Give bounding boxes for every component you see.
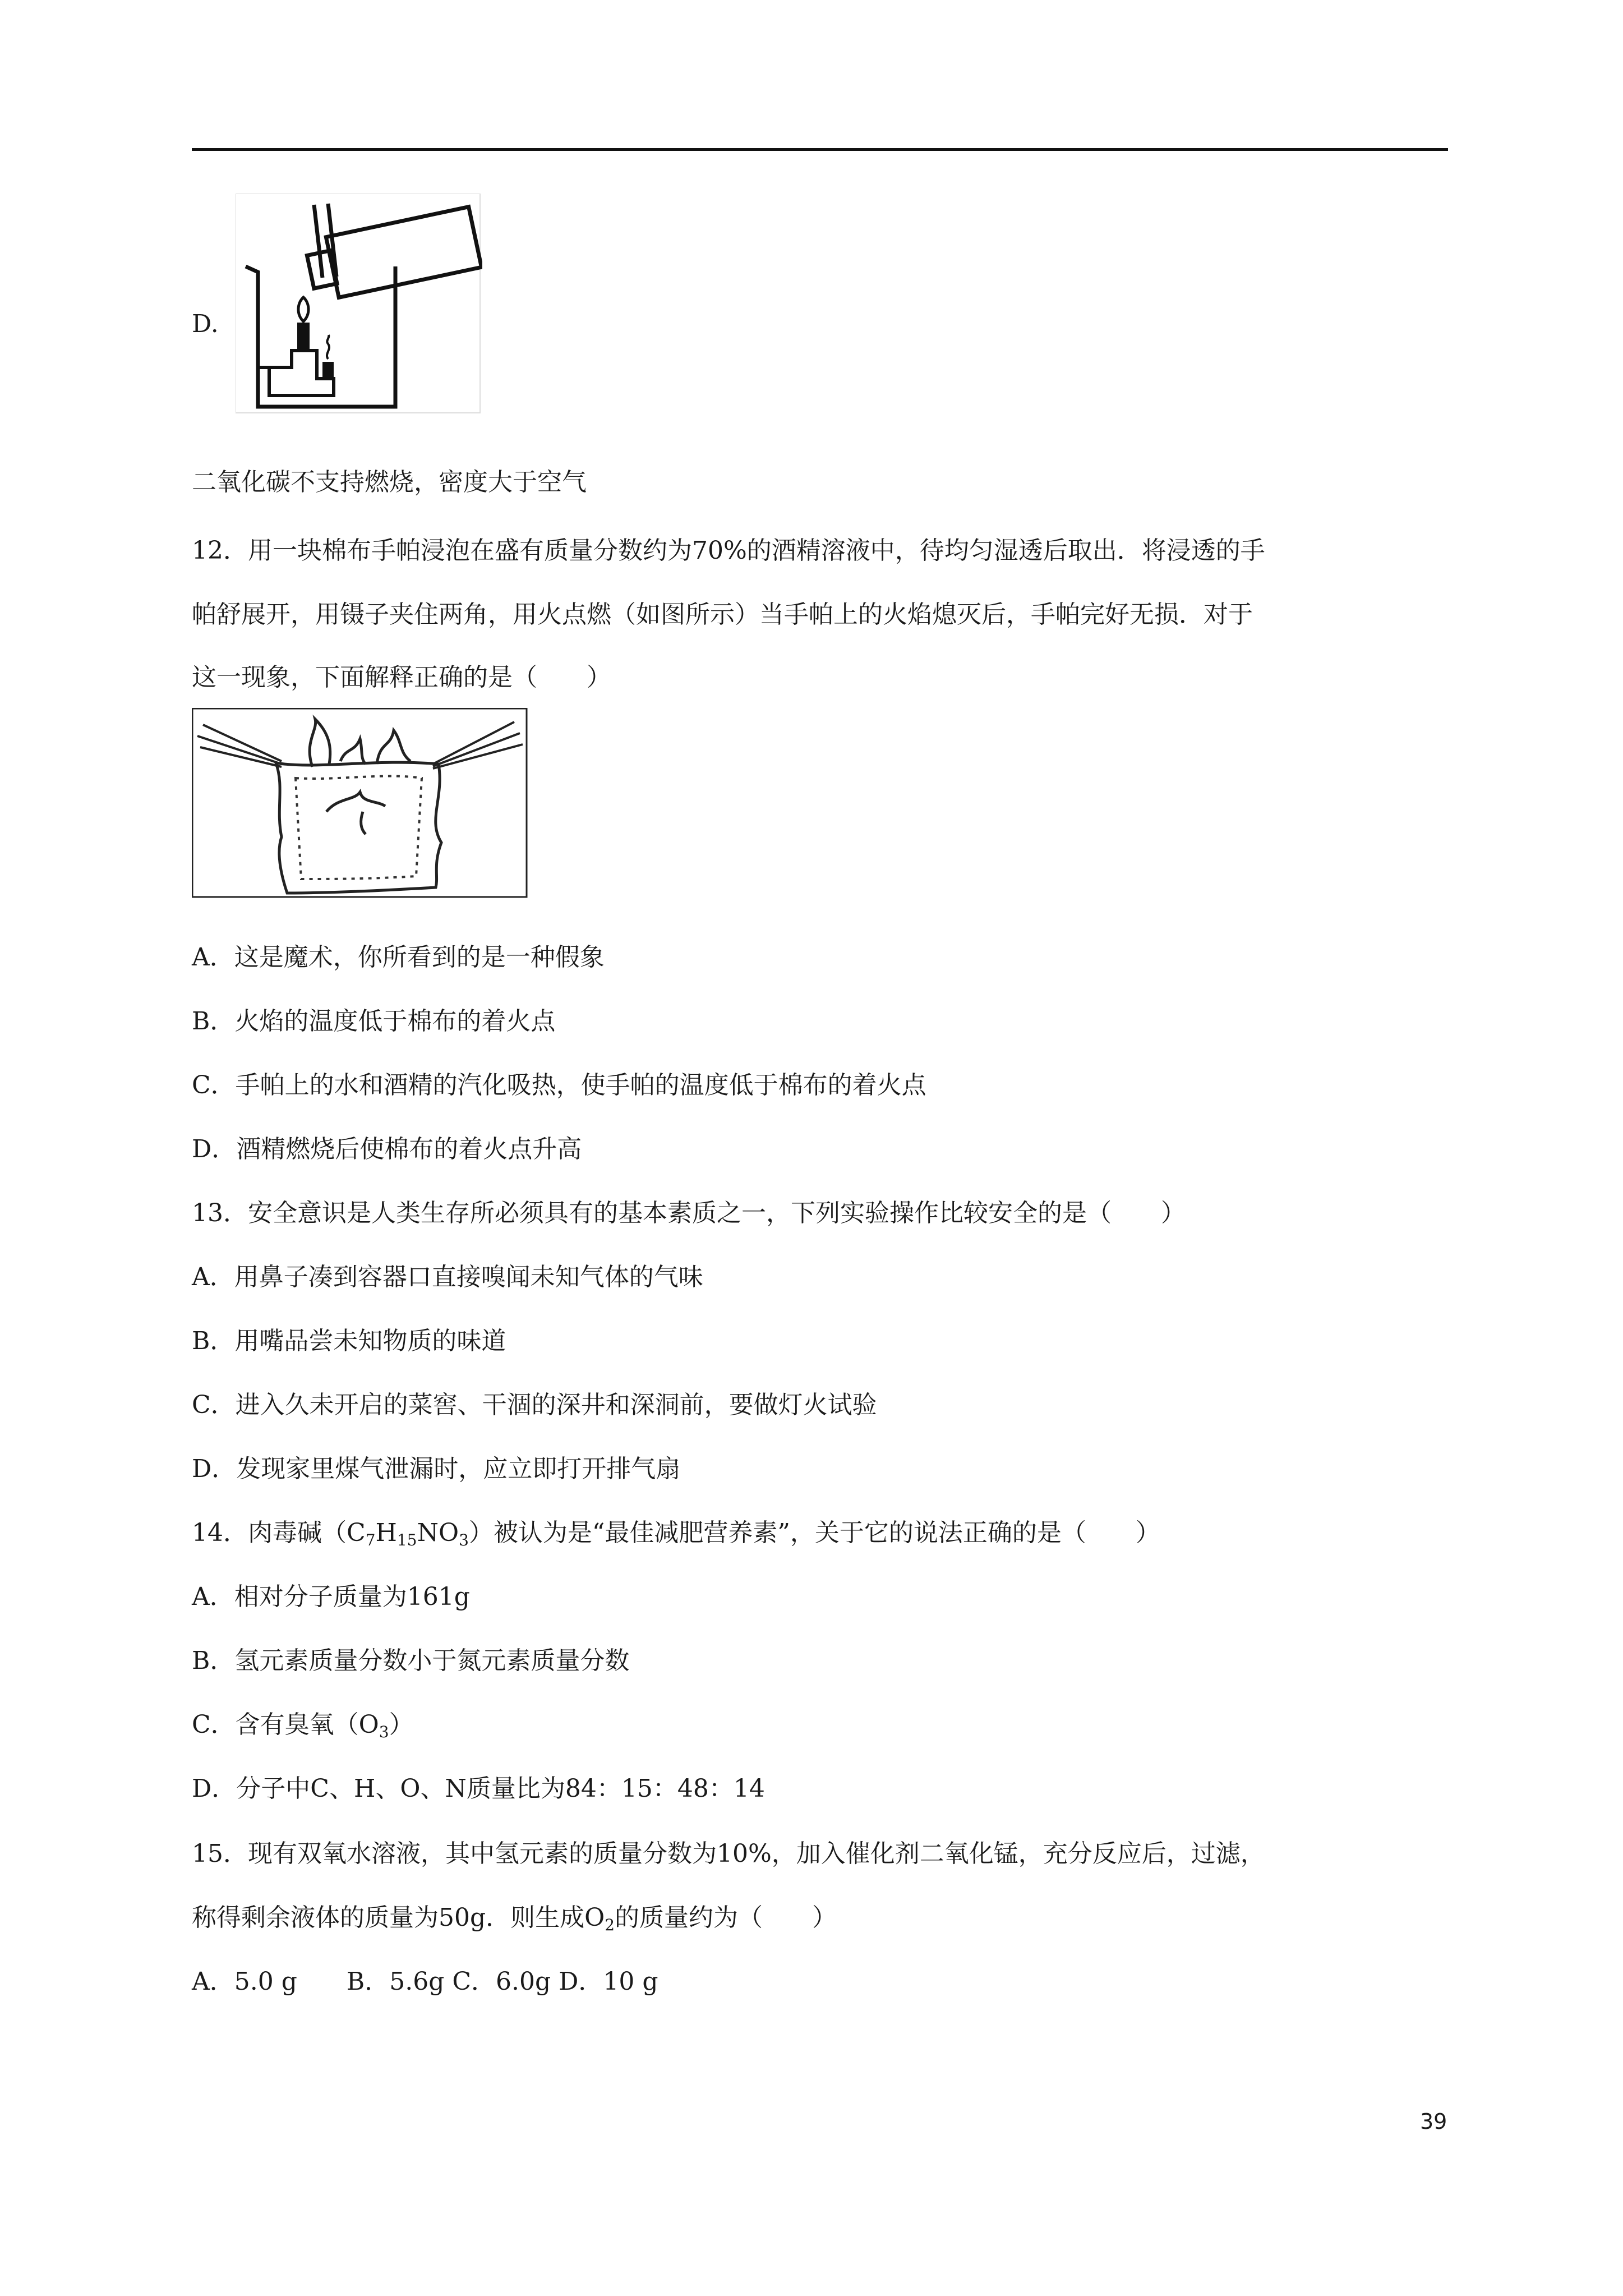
q12-option-a: A．这是魔术，你所看到的是一种假象 (192, 943, 605, 972)
q12-option-d: D．酒精燃烧后使棉布的着火点升高 (192, 1135, 582, 1163)
q12-stem-line3: 这一现象，下面解释正确的是（ ） (192, 663, 611, 692)
q14-option-d: D．分子中C、H、O、N质量比为84：15：48：14 (192, 1774, 765, 1803)
q12-option-c: C．手帕上的水和酒精的汽化吸热，使手帕的温度低于棉布的着火点 (192, 1071, 926, 1099)
q12-option-b: B．火焰的温度低于棉布的着火点 (192, 1007, 556, 1036)
header-rule (192, 148, 1448, 151)
q12-stem-line2: 帕舒展开，用镊子夹住两角，用火点燃（如图所示）当手帕上的火焰熄灭后，手帕完好无损．对于 (192, 600, 1253, 629)
q14-stem: 14．肉毒碱$(C_7H_{15}NO_3)$被认为是“最佳减肥营养素”，关于它的说法正确的是（ ） (192, 1519, 1160, 1549)
q14-option-a: A．相对分子质量为161g (192, 1582, 470, 1611)
q12-stem-line1: 12．用一块棉布手帕浸泡在盛有质量分数约为70%的酒精溶液中，待均匀湿透后取出．将浸透的手 (192, 536, 1265, 565)
q15-options: A．5.0 g B．5.6g C．6.0g D．10 g (192, 1967, 658, 1996)
burning-handkerchief-figure (192, 708, 528, 899)
q13-option-b: B．用嘴品尝未知物质的味道 (192, 1327, 506, 1355)
q13-option-d: D．发现家里煤气泄漏时，应立即打开排气扇 (192, 1455, 681, 1483)
q14-option-b: B．氢元素质量分数小于氮元素质量分数 (192, 1646, 630, 1675)
q14-option-c: C．含有臭氧$(O_3)$ (192, 1710, 414, 1741)
page-number: 39 (1420, 2109, 1447, 2134)
q13-option-c: C．进入久未开启的菜窖、干涸的深井和深洞前，要做灯火试验 (192, 1391, 877, 1419)
q13-stem: 13．安全意识是人类生存所必须具有的基本素质之一，下列实验操作比较安全的是（ ） (192, 1199, 1186, 1227)
q15-stem-line2: 称得剩余液体的质量为50g．则生成$O_2$的质量约为（ ） (192, 1903, 837, 1934)
q11-option-d-label: D. (192, 310, 219, 338)
q11-explanation: 二氧化碳不支持燃烧，密度大于空气 (192, 468, 587, 496)
q15-stem-line1: 15．现有双氧水溶液，其中氢元素的质量分数为10%，加入催化剂二氧化锰，充分反应后，过滤， (192, 1839, 1265, 1868)
q13-option-a: A．用鼻子凑到容器口直接嗅闻未知气体的气味 (192, 1263, 703, 1291)
co2-pouring-figure (236, 194, 482, 415)
